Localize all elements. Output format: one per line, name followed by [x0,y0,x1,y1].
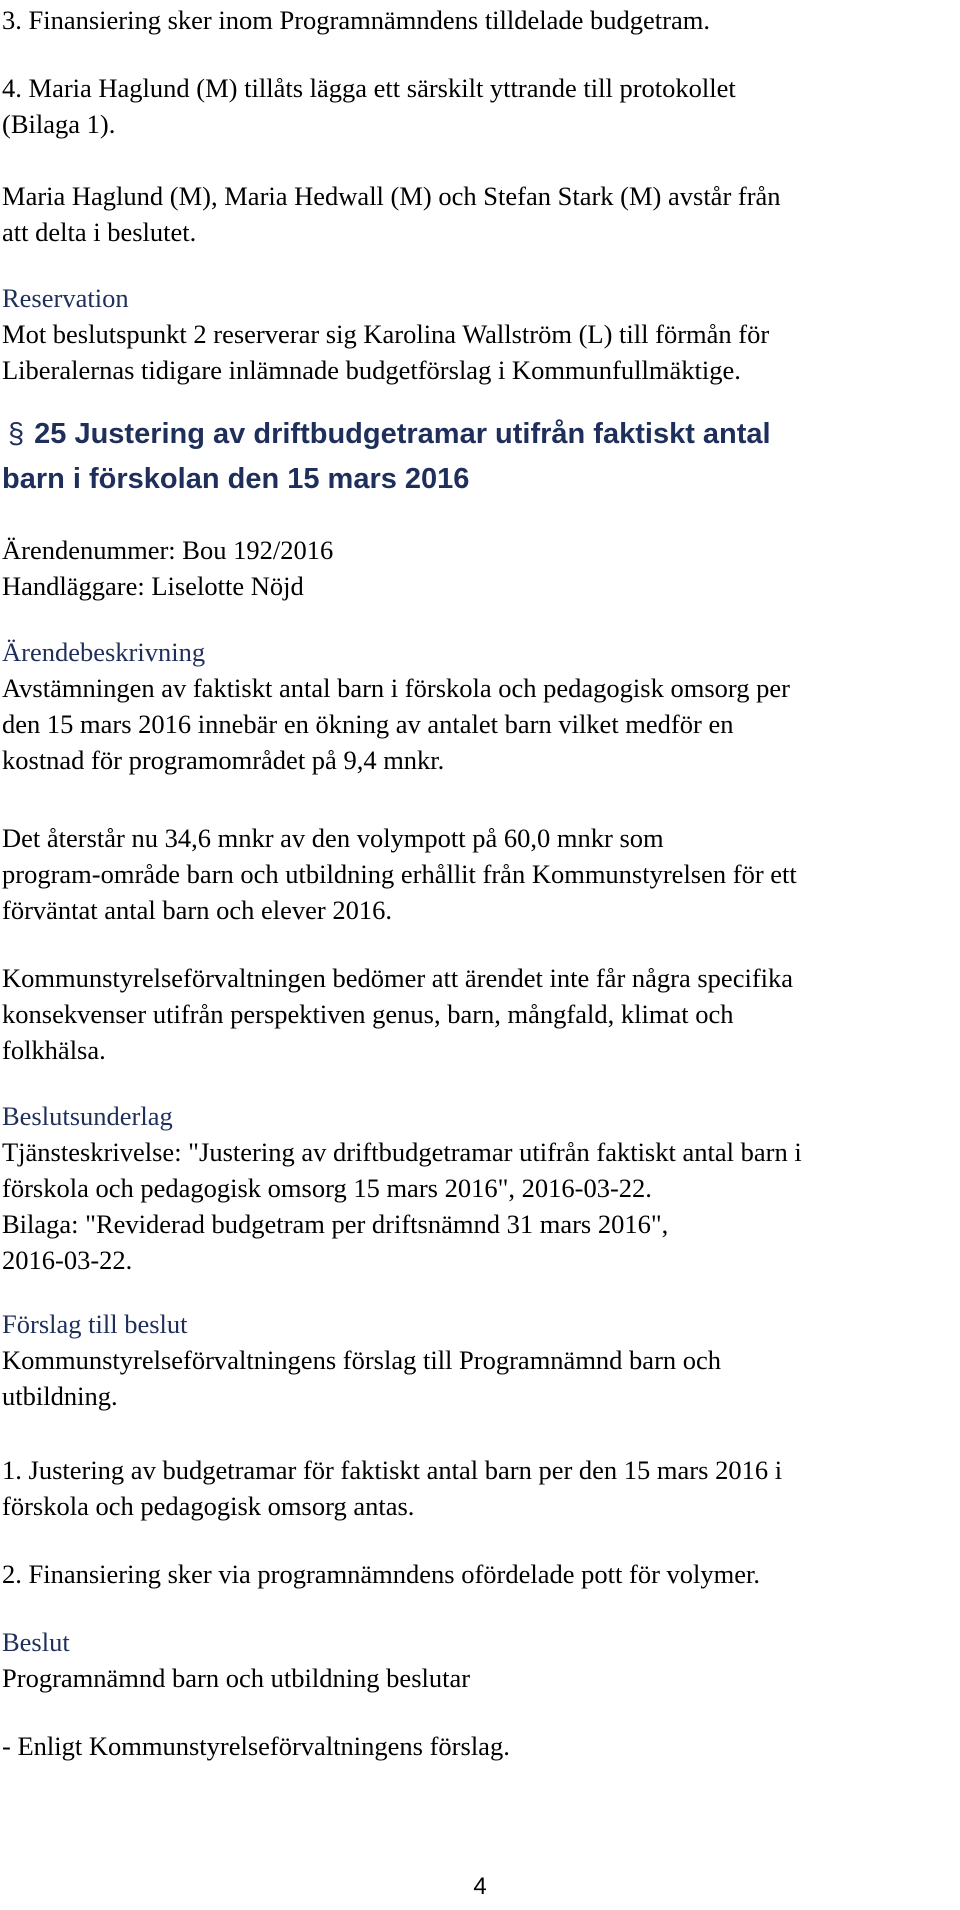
proposal-block [2,1306,950,1414]
abstain-paragraph [2,178,950,250]
description-block [2,634,950,778]
top-point-3 [2,2,950,38]
text-line: 2. Finansiering sker via programnämndens ofördelade pott för volymer. [2,1559,761,1589]
text-line: förskola och pedagogisk omsorg antas. [2,1491,415,1521]
proposal-item-2 [2,1556,950,1592]
description-paragraph-3 [2,960,950,1068]
basis-block [2,1098,950,1278]
text-line: folkhälsa. [2,1035,106,1065]
text-line: Det återstår nu 34,6 mnkr av den volympott på 60,0 mnkr som [2,823,664,853]
proposal-item-1 [2,1452,950,1524]
text-line: förskola och pedagogisk omsorg 15 mars 2016", 2016-03-22. [2,1173,652,1203]
description-paragraph-2 [2,820,950,928]
text-line: 3. Finansiering sker inom Programnämndens tilldelade budgetram. [2,5,710,35]
text-line: 4. Maria Haglund (M) tillåts lägga ett särskilt yttrande till protokollet [2,73,736,103]
text-line: utbildning. [2,1381,118,1411]
proposal-heading: Förslag till beslut [2,1309,188,1339]
decision-heading: Beslut [2,1627,70,1657]
text-line: (Bilaga 1). [2,109,116,139]
case-number: Ärendenummer: Bou 192/2016 [2,535,334,565]
reservation-heading: Reservation [2,283,129,313]
text-line: Avstämningen av faktiskt antal barn i förskola och pedagogisk omsorg per [2,673,790,703]
text-line: kostnad för programområdet på 9,4 mnkr. [2,745,445,775]
text-line: 2016-03-22. [2,1245,133,1275]
section-title-line: barn i förskolan den 15 mars 2016 [2,463,470,495]
text-line: förväntat antal barn och elever 2016. [2,895,392,925]
page-number: 4 [473,1873,487,1900]
text-line: Liberalernas tidigare inlämnade budgetförslag i Kommunfullmäktige. [2,355,741,385]
basis-heading: Beslutsunderlag [2,1101,173,1131]
text-line: den 15 mars 2016 innebär en ökning av antalet barn vilket medför en [2,709,734,739]
text-line: Bilaga: "Reviderad budgetram per driftsnämnd 31 mars 2016", [2,1209,669,1239]
text-line: 1. Justering av budgetramar för faktiskt antal barn per den 15 mars 2016 i [2,1455,783,1485]
text-line: Tjänsteskrivelse: "Justering av driftbudgetramar utifrån faktiskt antal barn i [2,1137,802,1167]
text-line: program-område barn och utbildning erhållit från Kommunstyrelsen för ett [2,859,797,889]
text-line: Maria Haglund (M), Maria Hedwall (M) och Stefan Stark (M) avstår från [2,181,781,211]
text-line: Programnämnd barn och utbildning beslutar [2,1663,471,1693]
decision-outcome [2,1728,950,1764]
text-line: - Enligt Kommunstyrelseförvaltningens förslag. [2,1731,510,1761]
text-line: att delta i beslutet. [2,217,197,247]
paragraph-sign: § [8,418,25,450]
section-title-line: § 25 Justering av driftbudgetramar utifrån faktiskt antal [2,412,950,457]
text-line: Kommunstyrelseförvaltningen bedömer att ärendet inte får några specifika [2,963,794,993]
text-line: Kommunstyrelseförvaltningens förslag till Programnämnd barn och [2,1345,722,1375]
text-line: konsekvenser utifrån perspektiven genus, barn, mångfald, klimat och [2,999,734,1029]
case-info [2,532,950,604]
section-title [2,412,950,502]
text-line: Mot beslutspunkt 2 reserverar sig Karolina Wallström (L) till förmån för [2,319,770,349]
top-point-4 [2,70,950,142]
decision-block [2,1624,950,1696]
case-handler: Handläggare: Liselotte Nöjd [2,571,304,601]
description-heading: Ärendebeskrivning [2,637,206,667]
reservation-block [2,280,950,388]
